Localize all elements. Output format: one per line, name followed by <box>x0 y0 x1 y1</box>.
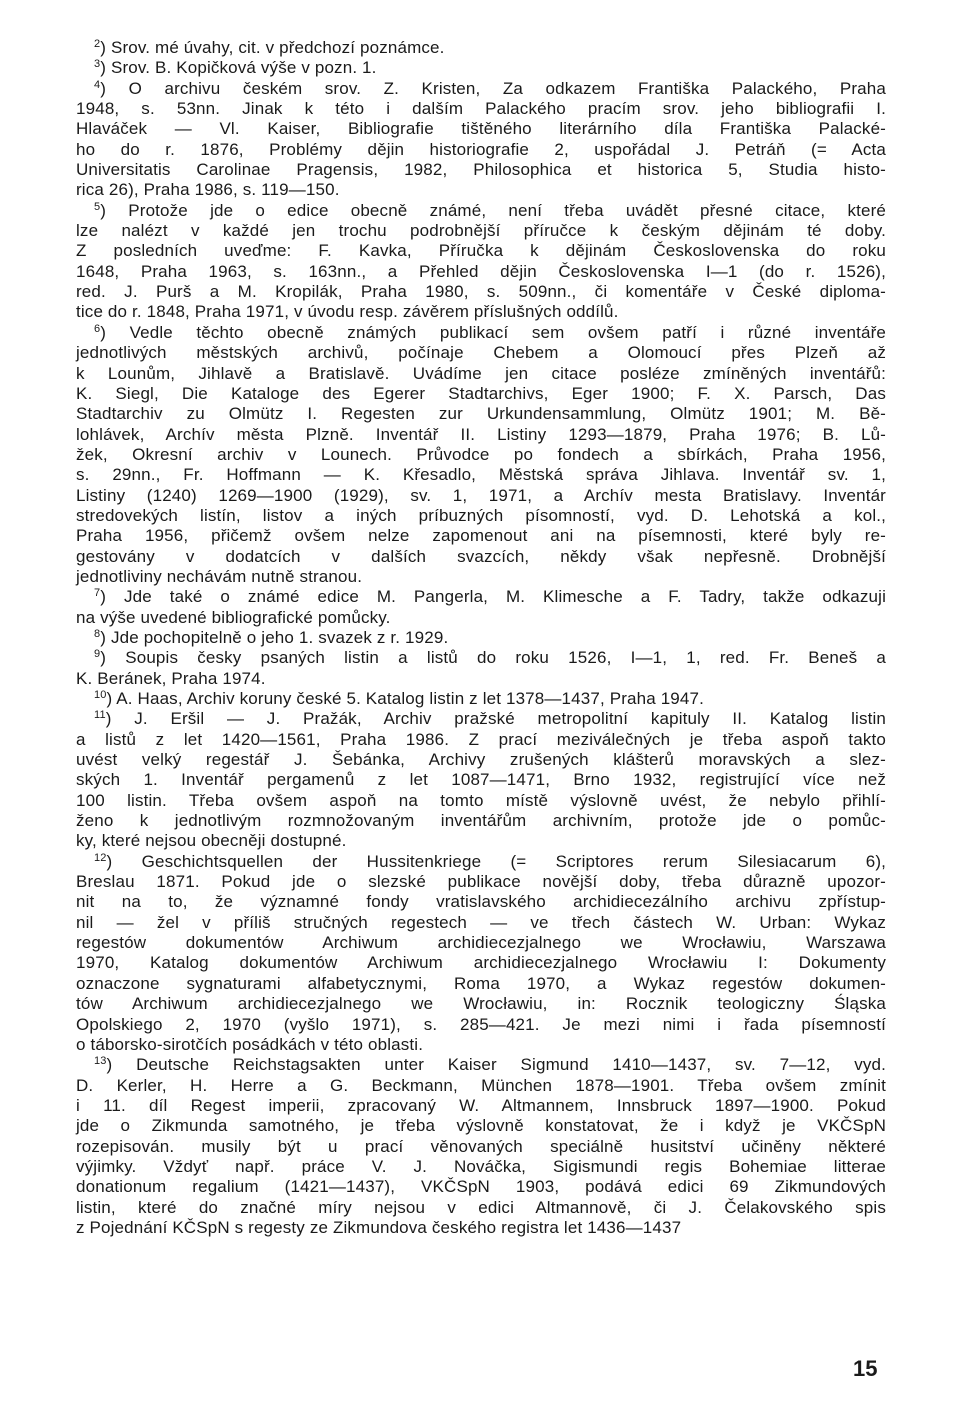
footnote-text: Stadtarchiv zu Olmütz I. Regesten zur Urkundensammlung, Olmütz 1901; M. Bě- <box>76 404 886 424</box>
footnote-line <box>76 1096 886 1116</box>
footnote-text: Praha 1956, přičemž ovšem nelze zapomenout ani na písemnosti, které byly re- <box>76 526 886 546</box>
footnote-text: ských 1. Inventář pergamenů z let 1087—1471, Brno 1932, registrující více než <box>76 770 886 790</box>
footnote-line <box>76 1116 886 1136</box>
footnote-text: Breslau 1871. Pokud jde o slezské publikace novější doby, třeba důrazně upozor- <box>76 872 886 892</box>
footnote-text: J. Eršil — J. Pražák, Archiv pražské metropolitní kapituly II. Katalog listin <box>134 709 887 729</box>
footnote-text: oznaczone sygnaturami alfabetycznymi, Roma 1970, a Wykaz regestów dokumen- <box>76 973 886 993</box>
footnote-line <box>76 119 886 139</box>
footnote-line <box>76 221 886 241</box>
footnote-marker: 5 <box>94 200 101 213</box>
footnote-text: o táborsko-sirotčích posádkách v této oblasti. <box>76 1034 424 1054</box>
footnote <box>76 79 886 201</box>
footnote-marker: 10 <box>94 689 107 701</box>
footnote-line: $^4$) O archivu českém srov. Z. Kristen, Za odkazem Františka Palackého, Praha <box>94 78 886 98</box>
footnote-text: D. Kerler, H. Herre a G. Beckmann, München 1878—1901. Třeba ovšem zmínit <box>76 1075 886 1095</box>
footnote <box>76 709 886 851</box>
footnote-text: ky, které nejsou obecněji dostupné. <box>76 831 347 851</box>
footnote-text: lze nalézt v každé jen trochu podrobnější příručce k českým dějinám té doby. <box>76 221 886 241</box>
footnote-text: Geschichtsquellen der Hussitenkriege (= Scriptores rerum Silesiacarum 6), <box>141 851 887 871</box>
footnote-line <box>76 567 886 587</box>
footnote-text: Universitatis Carolinae Pragensis, 1982, Philosophica et historica 5, Studia histo- <box>76 160 886 180</box>
footnote-line <box>76 770 886 790</box>
footnote-text: Jde pochopitelně o jeho 1. svazek z r. 1929. <box>110 627 449 647</box>
footnote-line: $^8$) Jde pochopitelně o jeho 1. svazek z r. 1929. <box>94 627 449 647</box>
footnote-line: $^{13}$) Deutsche Reichstagsakten unter Kaiser Sigmund 1410—1437, sv. 7—12, vyd. <box>94 1055 886 1075</box>
footnote-marker: 7 <box>94 587 101 600</box>
footnote-line <box>76 404 886 424</box>
footnote <box>76 201 886 323</box>
footnote <box>76 323 886 587</box>
footnote-text: jde o Zikmunda samotného, je třeba výslovně konstatovat, že i když je VKČSpN <box>76 1116 886 1136</box>
footnote-line <box>76 282 886 302</box>
footnote-line <box>76 608 886 628</box>
footnote-text: A. Haas, Archiv koruny české 5. Katalog listin z let 1378—1437, Praha 1947. <box>116 689 704 708</box>
footnote-line <box>76 913 886 933</box>
footnote-text: ho do r. 1876, Problémy dějin historiografie 2, uspořádal J. Petráň (= Acta <box>76 139 886 159</box>
footnote-line <box>76 302 886 322</box>
footnotes-block <box>76 38 886 1238</box>
footnote-line: $^6$) Vedle těchto obecně známých publikací sem ovšem patří i různé inventáře <box>94 322 886 342</box>
footnote-text: 1970, Katalog dokumentów Archiwum archidiecezjalnego Wrocławiu I: Dokumenty <box>76 953 886 973</box>
footnote-text: Listiny (1240) 1269—1900 (1929), sv. 1, 1971, a Archív mesta Bratislavy. Inventár <box>76 485 886 505</box>
footnote-line <box>76 811 886 831</box>
footnote-text: výjimky. Vždyť např. práce V. J. Nováčka, Sigismundi regis Bohemiae litterae <box>76 1156 886 1176</box>
footnote-line <box>76 791 886 811</box>
footnote-line: $^{12}$) Geschichtsquellen der Hussitenkriege (= Scriptores rerum Silesiacarum 6), <box>94 851 887 871</box>
footnote-text: listin, které do značné míry nejsou v edici Altmannově, či J. Čelakovského spis <box>76 1197 886 1217</box>
footnote-line: $^2$) Srov. mé úvahy, cit. v předchozí poznámce. <box>94 38 445 57</box>
footnote-line <box>76 831 886 851</box>
footnote-line <box>76 241 886 261</box>
footnote-text: Soupis česky psaných listin a listů do roku 1526, I—1, 1, red. Fr. Beneš a <box>125 648 886 668</box>
footnote-marker: 9 <box>94 648 101 661</box>
footnote-line: $^{10}$) A. Haas, Archiv koruny české 5. Katalog listin z let 1378—1437, Praha 1947. <box>94 689 704 708</box>
footnote-text: rica 26), Praha 1986, s. 119—150. <box>76 180 340 200</box>
footnote-text: gestovány v dodatcích v dalších svazcích, někdy však nepřesně. Drobnější <box>76 546 886 566</box>
footnote-line <box>76 933 886 953</box>
footnote-marker: 6 <box>94 322 101 335</box>
footnote-line: $^3$) Srov. B. Kopičková výše v pozn. 1. <box>94 58 377 78</box>
footnote-line <box>76 953 886 973</box>
footnote-text: jednotlivých městských archivů, počínaje Chebem a Olomoucí přes Plzeň až <box>76 343 886 363</box>
footnote-text: nit na to, že významné fondy vratislavského archidiecezálního archivu zpřístup- <box>76 892 886 912</box>
footnote-line <box>76 1015 886 1035</box>
footnote-text: žek, Okresní archiv v Lounech. Průvodce po fondech a sbírkách, Praha 1956, <box>76 444 886 464</box>
footnote-text: tice do r. 1848, Praha 1971, v úvodu resp. závěrem příslušných oddílů. <box>76 302 619 322</box>
footnote-line <box>76 974 886 994</box>
footnote-line <box>76 262 886 282</box>
footnote-text: Jde také o známé edice M. Pangerla, M. Klimesche a F. Tadry, takže odkazuji <box>124 587 886 607</box>
footnote-line <box>76 730 886 750</box>
footnote-text: 1648, Praha 1963, s. 163nn., a Přehled dějin Československa I—1 (do r. 1526), <box>76 261 886 281</box>
footnote-line <box>76 547 886 567</box>
footnote-line <box>76 180 886 200</box>
footnote-text: K. Siegl, Die Kataloge des Egerer Stadtarchivs, Eger 1900; F. X. Parsch, Das <box>76 383 886 403</box>
footnote-text: Protože jde o edice obecně známé, není třeba uvádět přesné citace, které <box>128 200 886 220</box>
footnote-text: Hlaváček — Vl. Kaiser, Bibliografie tištěného literárního díla Františka Palacké- <box>76 119 886 139</box>
footnote-line <box>76 140 886 160</box>
footnote-line <box>76 1157 886 1177</box>
footnote <box>76 38 886 58</box>
footnote-line: $^9$) Soupis česky psaných listin a listů do roku 1526, I—1, 1, red. Fr. Beneš a <box>94 648 886 668</box>
footnote-line: $^{11}$) J. Eršil — J. Pražák, Archiv pražské metropolitní kapituly II. Katalog listin <box>94 709 887 729</box>
footnote-text: Deutsche Reichstagsakten unter Kaiser Sigmund 1410—1437, sv. 7—12, vyd. <box>136 1055 886 1075</box>
footnote-line <box>76 465 886 485</box>
footnote-line: $^7$) Jde také o známé edice M. Pangerla, M. Klimesche a F. Tadry, takže odkazuji <box>94 587 886 607</box>
footnote-line <box>76 506 886 526</box>
footnote-text: a listů z let 1420—1561, Praha 1986. Z prací meziválečných je třeba aspoň takto <box>76 729 886 749</box>
footnote-line <box>76 364 886 384</box>
footnote-line <box>76 526 886 546</box>
footnote-text: K. Beránek, Praha 1974. <box>76 668 266 688</box>
footnote-text: uvést velký regestář J. Šebánka, Archivy zrušených klášterů moravských a slez- <box>76 750 886 770</box>
footnote <box>76 689 886 709</box>
footnote <box>76 852 886 1055</box>
footnote-text: i 11. díl Regest imperii, zpracovaný W. Altmannem, Innsbruck 1897—1900. Pokud <box>76 1095 886 1115</box>
footnote-line <box>76 1198 886 1218</box>
footnote-line <box>76 384 886 404</box>
footnote-marker: 2 <box>94 38 101 50</box>
footnote-text: tów Archiwum archidiecezjalnego we Wrocławiu, in: Rocznik teologiczny Śląska <box>76 994 886 1014</box>
footnote <box>76 1055 886 1238</box>
footnote-text: na výše uvedené bibliografické pomůcky. <box>76 607 391 627</box>
footnote-line <box>76 445 886 465</box>
footnote-line <box>76 99 886 119</box>
footnote-line <box>76 486 886 506</box>
footnote-text: Srov. mé úvahy, cit. v předchozí poznámce. <box>110 38 445 57</box>
footnote <box>76 648 886 689</box>
footnote-line <box>76 425 886 445</box>
footnote-text: k Lounům, Jihlavě a Bratislavě. Uvádíme jen citace posléze zmíněných inventářů: <box>76 363 886 383</box>
footnote-marker: 13 <box>94 1055 107 1068</box>
footnote-text: nil — žel v příliš stručných regestech — ve třech částech W. Urban: Wykaz <box>76 912 886 932</box>
footnote-text: Opolskiego 2, 1970 (vyšlo 1971), s. 285—421. Je mezi nimi i řada písemností <box>76 1014 886 1034</box>
footnote-line: $^5$) Protože jde o edice obecně známé, není třeba uvádět přesné citace, které <box>94 200 886 220</box>
footnote-text: Z posledních uveďme: F. Kavka, Příručka k dějinám Československa do roku <box>76 241 886 261</box>
footnote-line <box>76 1218 886 1238</box>
footnote-text: rozepisován. musily být u prací věnovaných speciálně husitství učiněny některé <box>76 1136 886 1156</box>
footnote-line <box>76 994 886 1014</box>
footnote-marker: 4 <box>94 78 101 91</box>
footnote-text: donationum regalium (1421—1437), VKČSpN 1903, podává edici 69 Zikmundových <box>76 1177 886 1197</box>
footnote-line <box>76 1076 886 1096</box>
page-number: 15 <box>853 1356 878 1381</box>
footnote-line <box>76 1177 886 1197</box>
footnote-marker: 8 <box>94 627 101 640</box>
footnote <box>76 628 886 648</box>
footnote-line <box>76 343 886 363</box>
footnote-text: jednotliviny nechávám nutně stranou. <box>76 566 363 586</box>
footnote-text: Vedle těchto obecně známých publikací sem ovšem patří i různé inventáře <box>129 322 886 342</box>
footnote-line <box>76 872 886 892</box>
footnote-marker: 11 <box>94 709 106 722</box>
footnote-line <box>76 892 886 912</box>
footnote-text: 100 listin. Třeba ovšem aspoň na tomto místě výslovně uvést, že nebylo přihlí- <box>76 790 886 810</box>
footnote-text: red. J. Purš a M. Kropilák, Praha 1980, s. 509nn., či komentáře v České diploma- <box>76 282 886 302</box>
footnote-line <box>76 750 886 770</box>
footnote-text: ženo k jednotlivým rozmnožovaným inventářům archivním, protože jde o pomůc- <box>76 811 886 831</box>
footnote-text: stredovekých listín, listov a iných príbuzných písomností, vyd. D. Lehotská a kol., <box>76 505 886 525</box>
footnote-line <box>76 1035 886 1055</box>
footnote-marker: 3 <box>94 58 101 71</box>
footnote-line <box>76 160 886 180</box>
footnote <box>76 58 886 78</box>
footnote-line <box>76 1137 886 1157</box>
footnote-text: 1948, s. 53nn. Jinak k této i dalším Palackého pracím srov. jeho bibliografii I. <box>76 99 886 119</box>
footnote-marker: 12 <box>94 851 107 864</box>
footnote-text: regestów dokumentów Archiwum archidiecezjalnego we Wrocławiu, Warszawa <box>76 933 886 953</box>
footnote-text: lohlávek, Archív města Plzně. Inventář II. Listiny 1293—1879, Praha 1976; B. Lů- <box>76 424 886 444</box>
footnote-line <box>76 669 886 689</box>
footnote-text: s. 29nn., Fr. Hoffmann — K. Křesadlo, Městská správa Jihlava. Inventář sv. 1, <box>76 465 886 485</box>
footnote-text: Srov. B. Kopičková výše v pozn. 1. <box>110 58 377 78</box>
footnote <box>76 587 886 628</box>
footnote-text: z Pojednání KČSpN s regesty ze Zikmundova českého registra let 1436—1437 <box>76 1217 682 1237</box>
footnote-text: O archivu českém srov. Z. Kristen, Za odkazem Františka Palackého, Praha <box>128 78 886 98</box>
